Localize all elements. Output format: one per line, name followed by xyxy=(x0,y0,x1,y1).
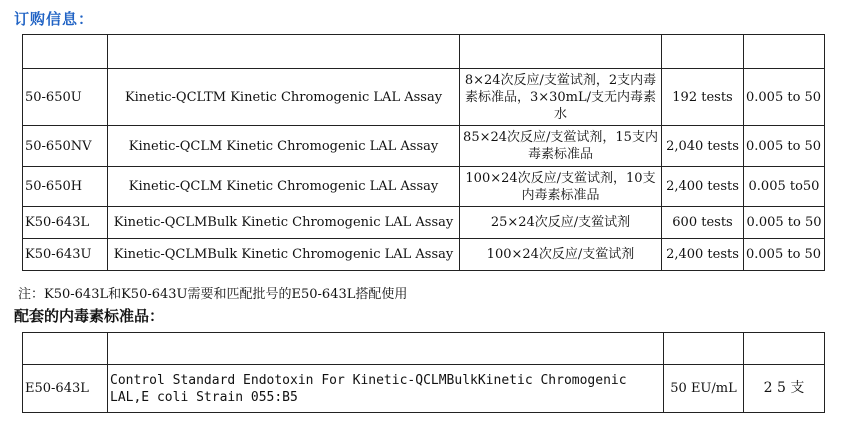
sensitivity-range: 0.005 to 50 xyxy=(744,239,825,271)
test-count: 192 tests xyxy=(662,69,744,126)
table-row xyxy=(23,365,825,413)
sensitivity-range: 0.005 to 50 xyxy=(744,207,825,239)
standard-table xyxy=(22,332,825,413)
header-cell xyxy=(108,35,460,69)
table-header-row xyxy=(23,35,825,69)
product-name: Kinetic-QCLTM Kinetic Chromogenic LAL Assay xyxy=(108,69,460,126)
order-info-heading: 订购信息： xyxy=(14,10,95,28)
table-row xyxy=(23,69,825,126)
package-spec: 8×24次反应/支鲎试剂，2支内毒素标准品，3×30mL/支无内毒素水 xyxy=(460,69,662,126)
usage-note: 注：K50-643L和K50-643U需要和匹配批号的E50-643L搭配使用 xyxy=(18,287,408,302)
table-row xyxy=(23,167,825,207)
product-name: Kinetic-QCLM Kinetic Chromogenic LAL Assay xyxy=(108,167,460,207)
order-table xyxy=(22,34,825,271)
test-count: 2,400 tests xyxy=(662,167,744,207)
header-cell xyxy=(108,333,664,365)
header-cell xyxy=(744,35,825,69)
catalog-number: 50-650H xyxy=(23,167,108,207)
header-cell xyxy=(744,333,825,365)
header-cell xyxy=(662,35,744,69)
product-name: Control Standard Endotoxin For Kinetic-QCLMBulkKinetic Chromogenic LAL,E coli Strain 055:B5 xyxy=(108,365,664,413)
concentration: 50 EU/mL xyxy=(664,365,744,413)
table-row xyxy=(23,126,825,167)
catalog-number: 50-650NV xyxy=(23,126,108,167)
package-spec: 85×24次反应/支鲎试剂，15支内毒素标准品 xyxy=(460,126,662,167)
test-count: 2,040 tests xyxy=(662,126,744,167)
sensitivity-range: 0.005 to50 xyxy=(744,167,825,207)
header-cell xyxy=(664,333,744,365)
package-spec: 100×24次反应/支鲎试剂 xyxy=(460,239,662,271)
sensitivity-range: 0.005 to 50 xyxy=(744,126,825,167)
catalog-number: K50-643U xyxy=(23,239,108,271)
catalog-number: 50-650U xyxy=(23,69,108,126)
table-row xyxy=(23,239,825,271)
catalog-number: K50-643L xyxy=(23,207,108,239)
sensitivity-range: 0.005 to 50 xyxy=(744,69,825,126)
header-cell xyxy=(23,35,108,69)
product-name: Kinetic-QCLM Kinetic Chromogenic LAL Assay xyxy=(108,126,460,167)
standard-heading: 配套的内毒素标准品： xyxy=(14,307,165,325)
package-spec: 100×24次反应/支鲎试剂，10支内毒素标准品 xyxy=(460,167,662,207)
catalog-number: E50-643L xyxy=(23,365,108,413)
header-cell xyxy=(23,333,108,365)
product-name: Kinetic-QCLMBulk Kinetic Chromogenic LAL Assay xyxy=(108,207,460,239)
quantity: 2 5 支 xyxy=(744,365,825,413)
package-spec: 25×24次反应/支鲎试剂 xyxy=(460,207,662,239)
test-count: 600 tests xyxy=(662,207,744,239)
table-header-row xyxy=(23,333,825,365)
test-count: 2,400 tests xyxy=(662,239,744,271)
table-row xyxy=(23,207,825,239)
product-name: Kinetic-QCLMBulk Kinetic Chromogenic LAL Assay xyxy=(108,239,460,271)
header-cell xyxy=(460,35,662,69)
